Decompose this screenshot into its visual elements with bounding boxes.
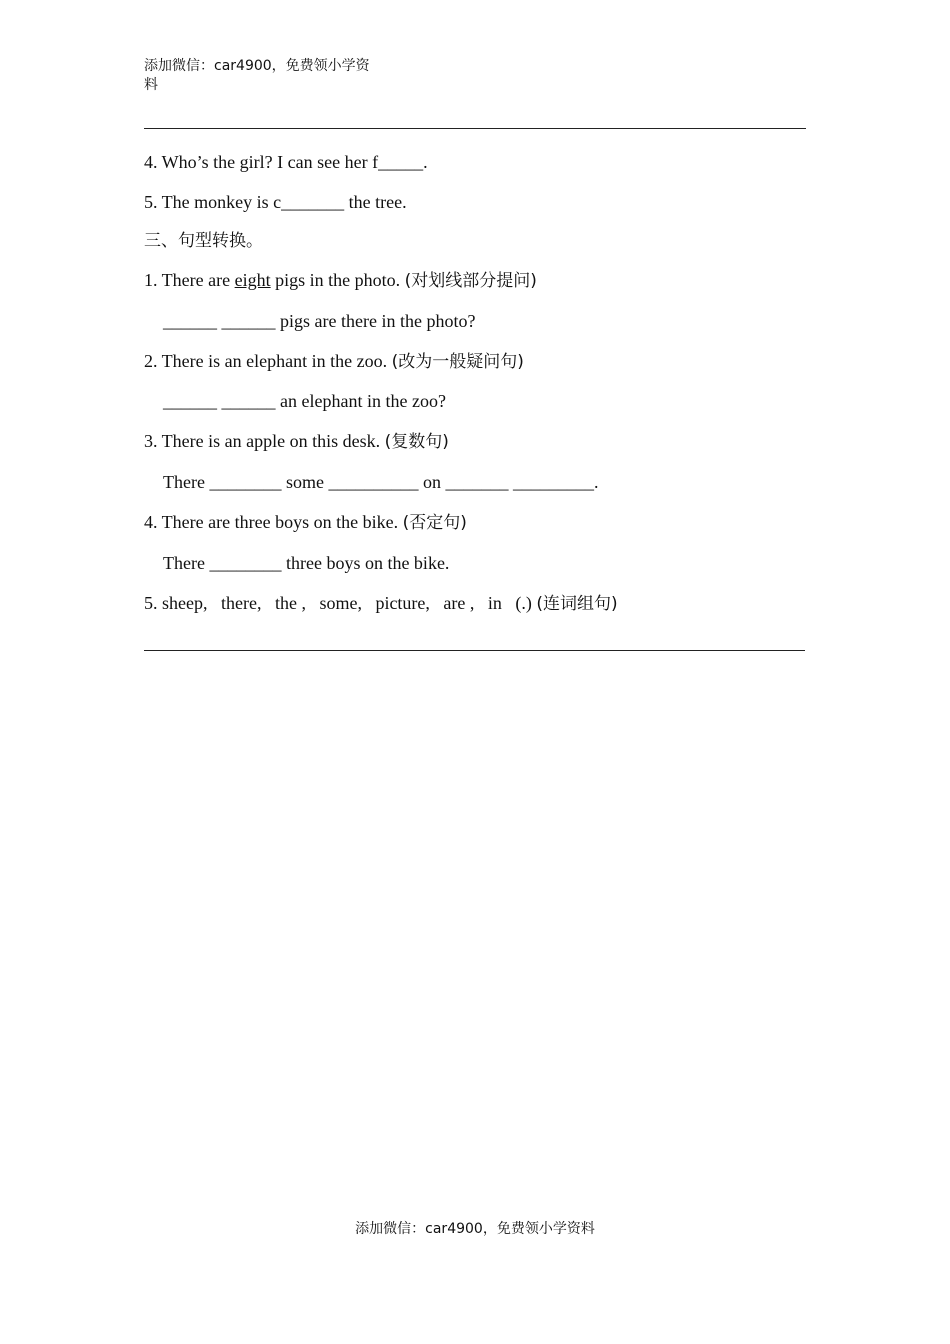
transform-answer-4: There ________ three boys on the bike. [163,553,450,573]
section-3-title: 三、句型转换。 [144,231,263,251]
transform-question-1 [144,268,537,293]
q1-prefix: 1. There are [144,270,235,290]
q4-instruction: (否定句) [402,513,467,533]
question-4-fill-blank: 4. Who’s the girl? I can see her f_____. [144,152,428,172]
q3-instruction: (复数句) [384,432,449,452]
q2-text: 2. There is an elephant in the zoo. [144,351,392,371]
q2-instruction: (改为一般疑问句) [391,352,524,372]
transform-answer-1: ______ ______ pigs are there in the photo? [163,311,476,331]
transform-answer-2: ______ ______ an elephant in the zoo? [163,391,446,411]
answer-line-5 [144,650,805,651]
transform-question-2 [144,349,524,374]
q3-text: 3. There is an apple on this desk. [144,431,385,451]
q5-words: 5. sheep, there, the , some, picture, are , in (.) [144,593,537,613]
q5-instruction: (连词组句) [536,594,618,614]
q1-underlined-word: eight [234,270,271,290]
header-divider [144,128,806,129]
header-promo-line-1: 添加微信：car4900，免费领小学资 [144,58,370,74]
footer-promo-note: 添加微信：car4900，免费领小学资料 [355,1221,595,1237]
header-promo-line-2: 料 [144,77,158,93]
transform-question-3 [144,429,449,454]
transform-answer-3: There ________ some __________ on _______ _________. [163,472,599,492]
q4-text: 4. There are three boys on the bike. [144,512,403,532]
q1-suffix: pigs in the photo. [270,270,405,290]
transform-question-5 [144,591,618,616]
question-5-fill-blank: 5. The monkey is c_______ the tree. [144,192,407,212]
header-promo-note [144,57,394,95]
q1-instruction: (对划线部分提问) [404,271,537,291]
transform-question-4 [144,510,467,535]
